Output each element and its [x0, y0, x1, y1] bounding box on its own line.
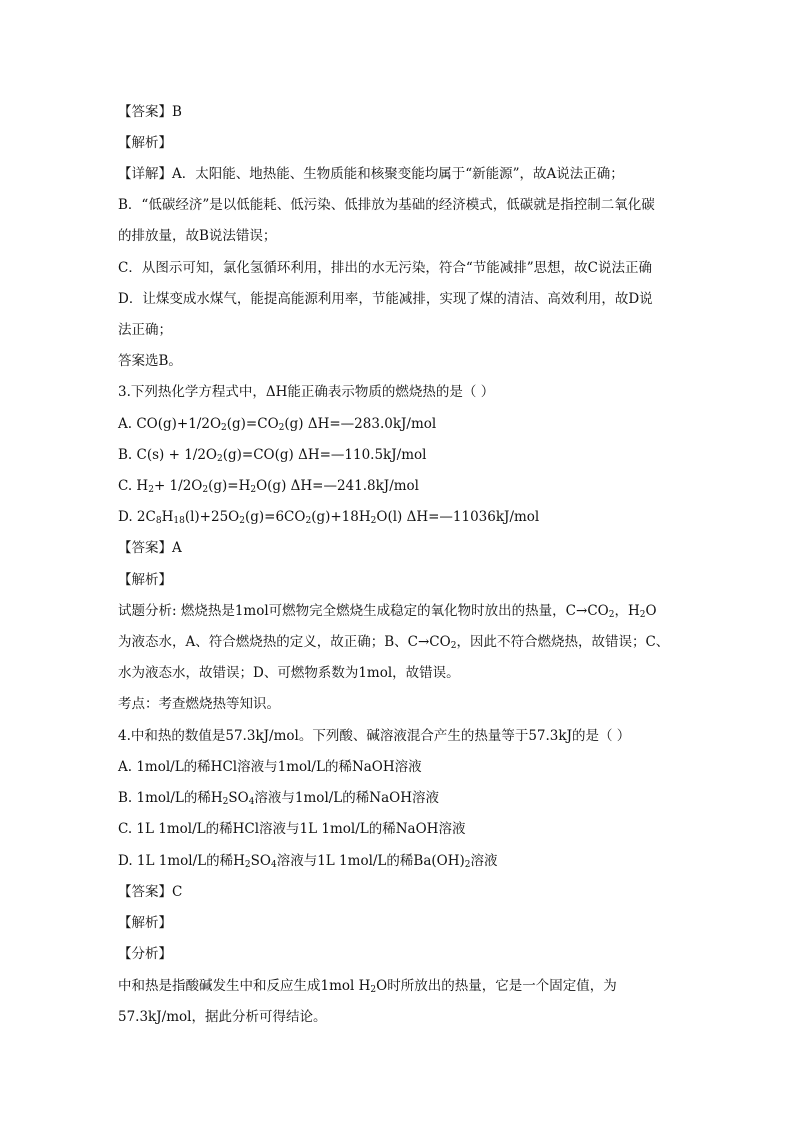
q4-option-b: B. 1mol/L的稀$H_2SO_4$溶液与1mol/L的稀NaOH溶液 — [118, 790, 439, 807]
q2-detail-line: 法正确； — [118, 322, 172, 338]
q2-detail-line: B．“低碳经济”是以低能耗、低污染、低排放为基础的经济模式，低碳就是指控制二氧化碳 — [118, 197, 655, 213]
q3-analysis-line: 为液态水，A、符合燃烧热的定义，故正确；B、$C\to CO_2$，因此不符合燃烧热，故错误；C、 — [118, 634, 670, 651]
q4-option-a: A. 1mol/L的稀HCl溶液与1mol/L的稀NaOH溶液 — [118, 759, 422, 775]
q2-detail-line: 的排放量，故B说法错误； — [118, 228, 277, 244]
q4-sub-heading: 【分析】 — [118, 946, 172, 962]
q3-answer: 【答案】A — [118, 540, 182, 556]
q3-key-point: 考点：考查燃烧热等知识。 — [118, 696, 280, 712]
q4-option-d: D. 1L 1mol/L的稀$H_2SO_4$溶液与1L 1mol/L的稀$Ba(OH)_2$溶液 — [118, 853, 498, 870]
q2-analysis-heading: 【解析】 — [118, 135, 172, 151]
q3-question: 3.下列热化学方程式中，ΔH能正确表示物质的燃烧热的是（ ） — [118, 384, 495, 400]
q3-analysis-line: 水为液态水，故错误；D、可燃物系数为1mol，故错误。 — [118, 665, 460, 681]
q2-detail-line: D．让煤变成水煤气，能提高能源利用率，节能减排，实现了煤的清洁、高效利用，故D说 — [118, 291, 653, 307]
q3-option-d: D. $2C_8H_{18}(l)+25O_2(g)=6CO_2(g)+18H_2O(l)$ ΔH=—11036kJ/mol — [118, 509, 540, 526]
q3-analysis-line: 试题分析: 燃烧热是1mol可燃物完全燃烧生成稳定的氧化物时放出的热量，$C\to CO_2$，$H_2O$ — [118, 603, 657, 620]
q4-analysis-line: 中和热是指酸碱发生中和反应生成1mol $H_2O$时所放出的热量，它是一个固定值，为 — [118, 978, 617, 995]
q2-detail-line: C．从图示可知，氯化氢循环利用，排出的水无污染，符合“节能减排”思想，故C说法正确 — [118, 260, 652, 276]
q2-conclusion: 答案选B。 — [118, 353, 182, 369]
q3-option-c: C. $H_2+ 1/2O_2(g)=H_2O(g)$ ΔH=—241.8kJ/mol — [118, 478, 419, 495]
q4-option-c: C. 1L 1mol/L的稀HCl溶液与1L 1mol/L的稀NaOH溶液 — [118, 821, 466, 837]
q4-analysis-heading: 【解析】 — [118, 915, 172, 931]
q3-analysis-heading: 【解析】 — [118, 572, 172, 588]
q3-option-a: A. $CO(g)+1/2O_2(g)=CO_2(g)$ ΔH=—283.0kJ/mol — [118, 416, 437, 433]
q4-analysis-line: 57.3kJ/mol，据此分析可得结论。 — [118, 1009, 327, 1025]
q4-answer: 【答案】C — [118, 884, 183, 900]
q3-option-b: B. $C(s) + 1/2O_2(g)=CO(g)$ ΔH=—110.5kJ/mol — [118, 447, 427, 464]
q4-question: 4.中和热的数值是57.3kJ/mol。下列酸、碱溶液混合产生的热量等于57.3kJ的是（ ） — [118, 728, 631, 744]
q2-detail-line: 【详解】A．太阳能、地热能、生物质能和核聚变能均属于“新能源”，故A说法正确； — [118, 166, 624, 182]
q2-answer: 【答案】B — [118, 104, 182, 120]
